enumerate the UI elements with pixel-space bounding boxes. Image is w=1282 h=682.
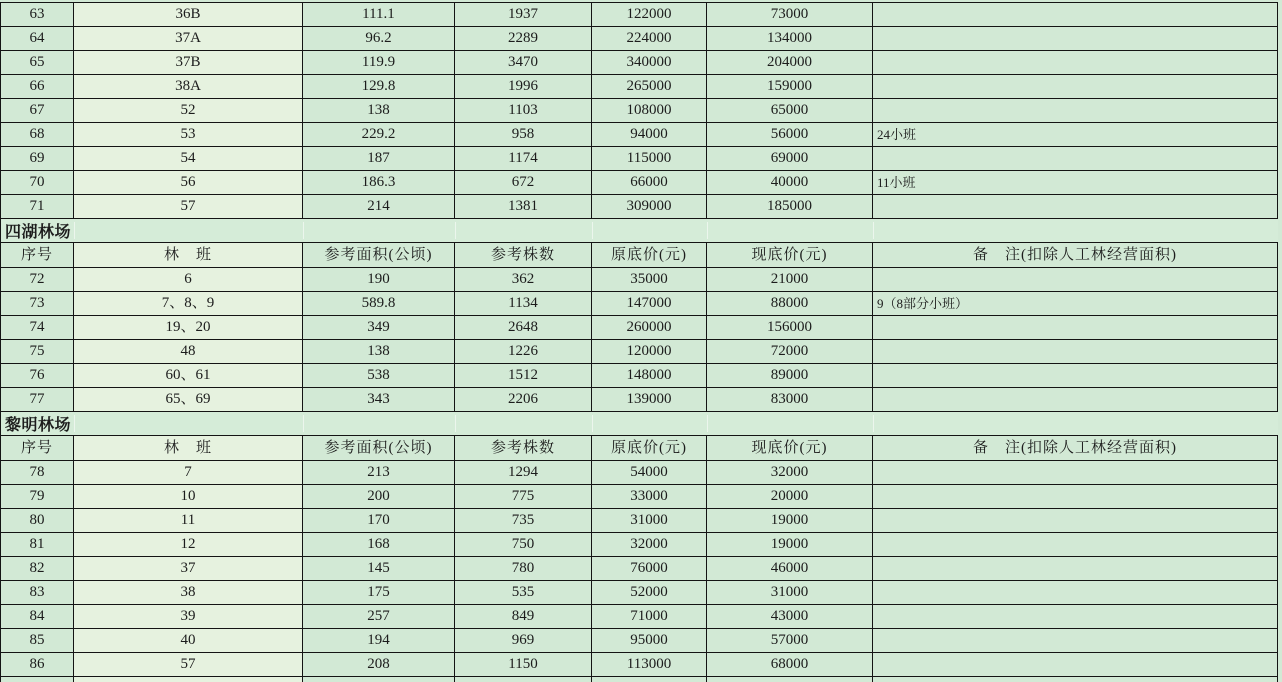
cell-trees[interactable]: 1174 (455, 147, 592, 170)
cell-area[interactable]: 138 (303, 99, 455, 122)
cell-no[interactable]: 71 (1, 195, 74, 218)
cell-no[interactable]: 66 (1, 75, 74, 98)
cell-ban[interactable]: 11 (74, 509, 303, 532)
cell-curr[interactable]: 73000 (707, 3, 873, 26)
cell-area[interactable]: 200 (303, 485, 455, 508)
cell-area[interactable]: 229.2 (303, 123, 455, 146)
cell-area[interactable]: 186.3 (303, 171, 455, 194)
cell-ban[interactable]: 6 (74, 268, 303, 291)
cell-no[interactable]: 81 (1, 533, 74, 556)
cell-area[interactable]: 589.8 (303, 292, 455, 315)
cell-orig[interactable]: 35000 (592, 268, 707, 291)
column-header-trees[interactable]: 参考株数 (455, 436, 592, 460)
table-row (1, 461, 1278, 485)
table-row (1, 316, 1278, 340)
cell-ban[interactable]: 52 (74, 99, 303, 122)
cell-no[interactable]: 63 (1, 3, 74, 26)
cell-curr[interactable]: 204000 (707, 51, 873, 74)
table-row (1, 509, 1278, 533)
cell-area[interactable]: 187 (303, 147, 455, 170)
column-header-orig[interactable]: 原底价(元) (592, 243, 707, 267)
cell-trees[interactable]: 969 (455, 629, 592, 652)
cell-trees[interactable]: 2206 (455, 388, 592, 411)
cell-curr[interactable]: 88000 (707, 292, 873, 315)
cell-orig[interactable]: 147000 (592, 292, 707, 315)
table-row (1, 364, 1278, 388)
cell-remark[interactable] (873, 509, 1278, 532)
cell-ban[interactable]: 60、61 (74, 364, 303, 387)
column-header-no[interactable]: 序号 (1, 243, 74, 267)
section-row[interactable] (1, 219, 1278, 243)
cell-trees[interactable]: 1103 (455, 99, 592, 122)
cell-remark[interactable] (873, 195, 1278, 218)
cell-trees[interactable]: 775 (455, 485, 592, 508)
cell-curr[interactable]: 156000 (707, 316, 873, 339)
cell-orig[interactable]: 108000 (592, 99, 707, 122)
cell-ban[interactable]: 53 (74, 123, 303, 146)
cell-remark[interactable] (873, 340, 1278, 363)
cell-ban[interactable]: 37B (74, 51, 303, 74)
faint-gridline (455, 222, 456, 239)
faint-gridline (707, 415, 708, 432)
cell-trees[interactable]: 750 (455, 533, 592, 556)
column-header-curr[interactable]: 现底价(元) (707, 243, 873, 267)
cell-orig[interactable]: 76000 (592, 557, 707, 580)
cell-orig[interactable]: 31000 (592, 509, 707, 532)
cell-curr[interactable]: 89000 (707, 364, 873, 387)
cell-ban[interactable]: 37 (74, 557, 303, 580)
cell-ban[interactable]: 39 (74, 605, 303, 628)
column-header-area[interactable]: 参考面积(公顷) (303, 243, 455, 267)
table-row (1, 557, 1278, 581)
cell-curr[interactable]: 65000 (707, 99, 873, 122)
cell-trees[interactable]: 1226 (455, 340, 592, 363)
cell-orig[interactable]: 224000 (592, 27, 707, 50)
cell-no[interactable]: 69 (1, 147, 74, 170)
cell-trees[interactable]: 672 (455, 171, 592, 194)
cell-no[interactable]: 75 (1, 340, 74, 363)
cell-remark[interactable] (873, 605, 1278, 628)
cell-remark[interactable] (873, 653, 1278, 676)
cell-ban[interactable]: 19、20 (74, 316, 303, 339)
partial-cell-ban[interactable] (74, 677, 303, 682)
cell-orig[interactable]: 260000 (592, 316, 707, 339)
cell-area[interactable]: 119.9 (303, 51, 455, 74)
table-row (1, 268, 1278, 292)
cell-orig[interactable]: 115000 (592, 147, 707, 170)
cell-ban[interactable]: 54 (74, 147, 303, 170)
faint-gridline (455, 415, 456, 432)
cell-orig[interactable]: 32000 (592, 533, 707, 556)
cell-curr[interactable]: 72000 (707, 340, 873, 363)
cell-orig[interactable]: 309000 (592, 195, 707, 218)
column-header-no[interactable]: 序号 (1, 436, 74, 460)
cell-area[interactable]: 170 (303, 509, 455, 532)
cell-trees[interactable]: 2648 (455, 316, 592, 339)
cell-no[interactable]: 80 (1, 509, 74, 532)
cell-trees[interactable]: 780 (455, 557, 592, 580)
cell-no[interactable]: 68 (1, 123, 74, 146)
cell-ban[interactable]: 36B (74, 3, 303, 26)
table-row (1, 605, 1278, 629)
cell-no[interactable]: 78 (1, 461, 74, 484)
cell-area[interactable]: 168 (303, 533, 455, 556)
cell-ban[interactable]: 48 (74, 340, 303, 363)
cell-no[interactable]: 70 (1, 171, 74, 194)
column-header-remark[interactable]: 备 注(扣除人工林经营面积) (873, 243, 1278, 267)
table-row (1, 75, 1278, 99)
cell-curr[interactable]: 20000 (707, 485, 873, 508)
cell-trees[interactable]: 1512 (455, 364, 592, 387)
cell-orig[interactable]: 52000 (592, 581, 707, 604)
cell-remark[interactable] (873, 3, 1278, 26)
cell-curr[interactable]: 69000 (707, 147, 873, 170)
table-row (1, 340, 1278, 364)
table-row (1, 653, 1278, 677)
cell-trees[interactable]: 849 (455, 605, 592, 628)
cell-ban[interactable]: 10 (74, 485, 303, 508)
cell-orig[interactable]: 340000 (592, 51, 707, 74)
cell-remark[interactable] (873, 557, 1278, 580)
cell-remark[interactable] (873, 533, 1278, 556)
cell-no[interactable]: 76 (1, 364, 74, 387)
cell-ban[interactable]: 57 (74, 195, 303, 218)
cell-area[interactable]: 145 (303, 557, 455, 580)
cell-area[interactable]: 214 (303, 195, 455, 218)
cell-orig[interactable]: 139000 (592, 388, 707, 411)
cell-ban[interactable]: 38 (74, 581, 303, 604)
cell-area[interactable]: 349 (303, 316, 455, 339)
faint-gridline (707, 222, 708, 239)
cell-remark[interactable] (873, 316, 1278, 339)
cell-trees[interactable]: 535 (455, 581, 592, 604)
table-row (1, 123, 1278, 147)
right-edge-sliver (1278, 0, 1282, 682)
cell-trees[interactable]: 1381 (455, 195, 592, 218)
cell-trees[interactable]: 958 (455, 123, 592, 146)
column-header-orig[interactable]: 原底价(元) (592, 436, 707, 460)
table-row (1, 51, 1278, 75)
table-row (1, 27, 1278, 51)
cell-orig[interactable]: 54000 (592, 461, 707, 484)
cell-no[interactable]: 83 (1, 581, 74, 604)
cell-no[interactable]: 86 (1, 653, 74, 676)
partial-cell-trees[interactable] (455, 677, 592, 682)
section-row[interactable] (1, 412, 1278, 436)
table-row (1, 195, 1278, 219)
cell-trees[interactable]: 2289 (455, 27, 592, 50)
table-row (1, 292, 1278, 316)
cell-ban[interactable]: 65、69 (74, 388, 303, 411)
forest-lot-table (0, 2, 1278, 682)
column-header-row (1, 436, 1278, 461)
cell-ban[interactable]: 56 (74, 171, 303, 194)
table-row (1, 533, 1278, 557)
cell-no[interactable]: 85 (1, 629, 74, 652)
cell-orig[interactable]: 95000 (592, 629, 707, 652)
table-row (1, 485, 1278, 509)
cell-ban[interactable]: 12 (74, 533, 303, 556)
cell-orig[interactable]: 94000 (592, 123, 707, 146)
cell-area[interactable]: 343 (303, 388, 455, 411)
cell-remark[interactable] (873, 99, 1278, 122)
section-title: 黎明林场 (5, 417, 72, 434)
cell-remark[interactable]: 24小班 (873, 123, 1278, 146)
table-row (1, 629, 1278, 653)
cell-trees[interactable]: 1937 (455, 3, 592, 26)
cell-remark[interactable] (873, 461, 1278, 484)
cell-trees[interactable]: 1996 (455, 75, 592, 98)
cell-no[interactable]: 73 (1, 292, 74, 315)
cell-no[interactable]: 74 (1, 316, 74, 339)
faint-gridline (303, 222, 304, 239)
cell-remark[interactable] (873, 27, 1278, 50)
cell-ban[interactable]: 37A (74, 27, 303, 50)
cell-orig[interactable]: 122000 (592, 3, 707, 26)
cell-area[interactable]: 213 (303, 461, 455, 484)
table-row (1, 581, 1278, 605)
cell-area[interactable]: 111.1 (303, 3, 455, 26)
partial-cell-orig[interactable] (592, 677, 707, 682)
column-header-ban[interactable]: 林 班 (74, 243, 303, 267)
cell-orig[interactable]: 120000 (592, 340, 707, 363)
column-header-curr[interactable]: 现底价(元) (707, 436, 873, 460)
cell-orig[interactable]: 113000 (592, 653, 707, 676)
cell-no[interactable]: 72 (1, 268, 74, 291)
cell-curr[interactable]: 159000 (707, 75, 873, 98)
cell-ban[interactable]: 7 (74, 461, 303, 484)
partial-cell-area[interactable] (303, 677, 455, 682)
cell-remark[interactable] (873, 364, 1278, 387)
cell-remark[interactable] (873, 485, 1278, 508)
cell-curr[interactable]: 83000 (707, 388, 873, 411)
cell-area[interactable]: 175 (303, 581, 455, 604)
faint-gridline (592, 415, 593, 432)
cell-trees[interactable]: 1134 (455, 292, 592, 315)
cell-curr[interactable]: 19000 (707, 509, 873, 532)
faint-gridline (74, 415, 75, 432)
table-row (1, 388, 1278, 412)
cell-remark[interactable] (873, 75, 1278, 98)
cell-curr[interactable]: 40000 (707, 171, 873, 194)
partial-row (1, 677, 1278, 682)
cell-ban[interactable]: 38A (74, 75, 303, 98)
table-row (1, 99, 1278, 123)
cell-curr[interactable]: 56000 (707, 123, 873, 146)
cell-area[interactable]: 208 (303, 653, 455, 676)
table-row (1, 3, 1278, 27)
cell-area[interactable]: 129.8 (303, 75, 455, 98)
cell-curr[interactable]: 134000 (707, 27, 873, 50)
partial-cell-remark[interactable] (873, 677, 1278, 682)
faint-gridline (873, 415, 874, 432)
cell-remark[interactable] (873, 388, 1278, 411)
section-title: 四湖林场 (5, 224, 72, 241)
cell-orig[interactable]: 265000 (592, 75, 707, 98)
cell-area[interactable]: 96.2 (303, 27, 455, 50)
column-header-remark[interactable]: 备 注(扣除人工林经营面积) (873, 436, 1278, 460)
partial-cell-no[interactable] (1, 677, 74, 682)
cell-area[interactable]: 257 (303, 605, 455, 628)
cell-area[interactable]: 138 (303, 340, 455, 363)
cell-curr[interactable]: 46000 (707, 557, 873, 580)
cell-curr[interactable]: 19000 (707, 533, 873, 556)
table-row (1, 171, 1278, 195)
cell-curr[interactable]: 21000 (707, 268, 873, 291)
column-header-area[interactable]: 参考面积(公顷) (303, 436, 455, 460)
cell-remark[interactable] (873, 51, 1278, 74)
cell-curr[interactable]: 43000 (707, 605, 873, 628)
cell-remark[interactable] (873, 629, 1278, 652)
column-header-trees[interactable]: 参考株数 (455, 243, 592, 267)
faint-gridline (303, 415, 304, 432)
cell-ban[interactable]: 40 (74, 629, 303, 652)
cell-trees[interactable]: 362 (455, 268, 592, 291)
cell-no[interactable]: 77 (1, 388, 74, 411)
column-header-row (1, 243, 1278, 268)
cell-curr[interactable]: 31000 (707, 581, 873, 604)
cell-remark[interactable] (873, 268, 1278, 291)
cell-no[interactable]: 82 (1, 557, 74, 580)
cell-curr[interactable]: 32000 (707, 461, 873, 484)
cell-curr[interactable]: 57000 (707, 629, 873, 652)
cell-curr[interactable]: 185000 (707, 195, 873, 218)
cell-orig[interactable]: 33000 (592, 485, 707, 508)
cell-remark[interactable] (873, 581, 1278, 604)
cell-no[interactable]: 79 (1, 485, 74, 508)
cell-no[interactable]: 64 (1, 27, 74, 50)
cell-orig[interactable]: 71000 (592, 605, 707, 628)
cell-orig[interactable]: 148000 (592, 364, 707, 387)
cell-remark[interactable]: 11小班 (873, 171, 1278, 194)
cell-no[interactable]: 65 (1, 51, 74, 74)
cell-area[interactable]: 194 (303, 629, 455, 652)
cell-no[interactable]: 84 (1, 605, 74, 628)
cell-area[interactable]: 538 (303, 364, 455, 387)
cell-remark[interactable]: 9（8部分小班） (873, 292, 1278, 315)
partial-cell-curr[interactable] (707, 677, 873, 682)
cell-trees[interactable]: 735 (455, 509, 592, 532)
cell-ban[interactable]: 7、8、9 (74, 292, 303, 315)
cell-orig[interactable]: 66000 (592, 171, 707, 194)
cell-ban[interactable]: 57 (74, 653, 303, 676)
cell-trees[interactable]: 1150 (455, 653, 592, 676)
faint-gridline (74, 222, 75, 239)
cell-trees[interactable]: 1294 (455, 461, 592, 484)
faint-gridline (873, 222, 874, 239)
cell-no[interactable]: 67 (1, 99, 74, 122)
cell-area[interactable]: 190 (303, 268, 455, 291)
column-header-ban[interactable]: 林 班 (74, 436, 303, 460)
cell-curr[interactable]: 68000 (707, 653, 873, 676)
cell-remark[interactable] (873, 147, 1278, 170)
faint-gridline (592, 222, 593, 239)
cell-trees[interactable]: 3470 (455, 51, 592, 74)
table-row (1, 147, 1278, 171)
